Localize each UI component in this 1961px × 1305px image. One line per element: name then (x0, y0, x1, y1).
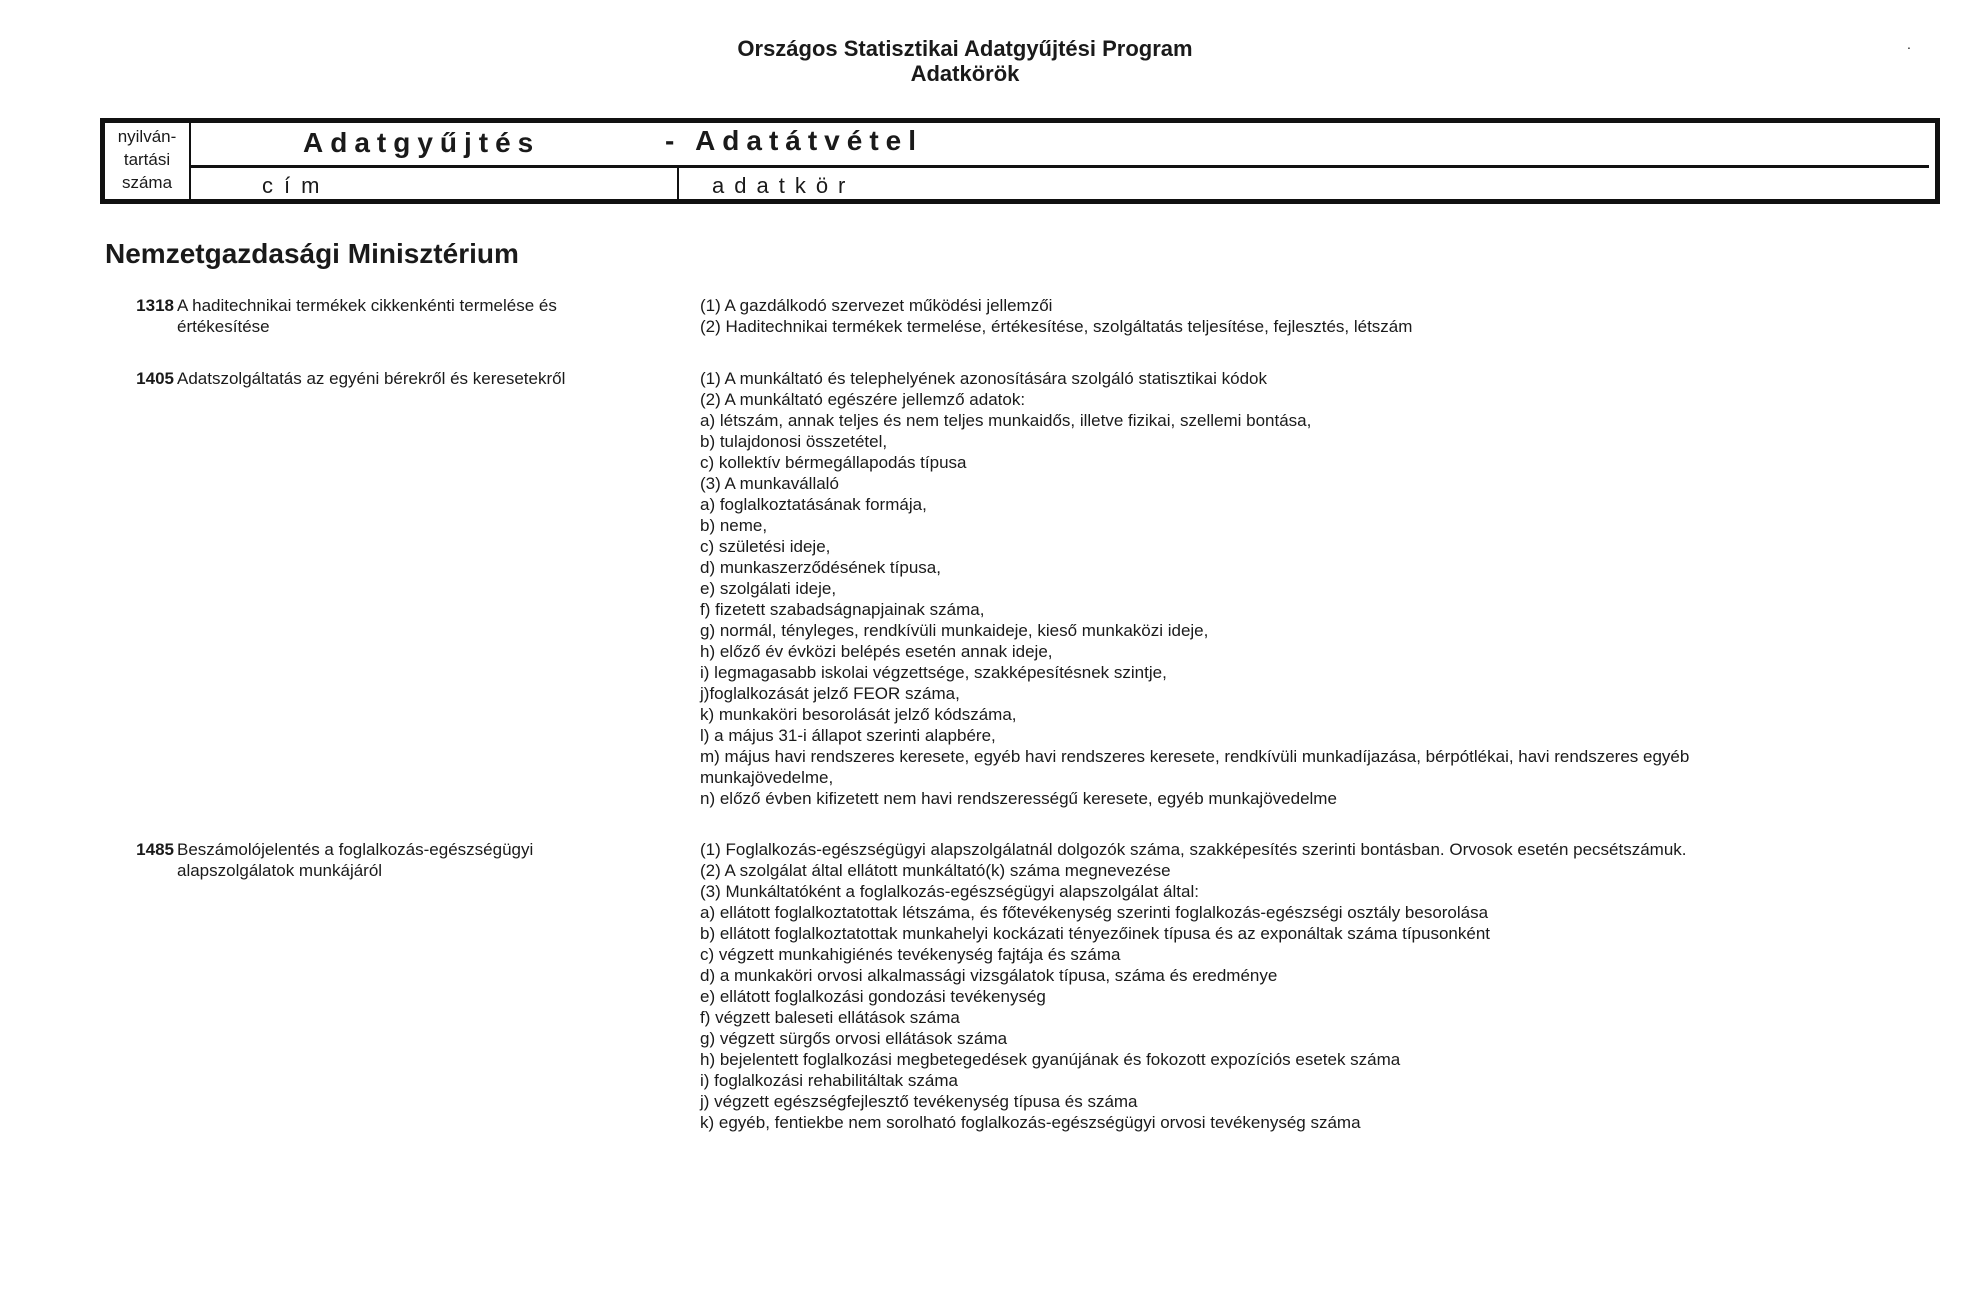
entry-data-scope (700, 839, 1820, 1133)
column-header-table (100, 118, 1940, 204)
data-scope-item: d) a munkaköri orvosi alkalmassági vizsgálatok típusa, száma és eredménye (700, 966, 1278, 985)
entry-title: Adatszolgáltatás az egyéni bérekről és keresetekről (177, 369, 566, 388)
data-scope-item: m) május havi rendszeres keresete, egyéb havi rendszeres keresete, rendkívüli munkadíjazása, bérpótlékai, havi rendszeres egyéb munkajövedelme, (700, 747, 1690, 787)
data-scope-item: h) bejelentett foglalkozási megbetegedések gyanújának és fokozott expozíciós esetek száma (700, 1050, 1401, 1069)
entry-number: 1318 (136, 296, 174, 315)
entry-number: 1485 (136, 840, 174, 859)
data-scope-item: (1) A gazdálkodó szervezet működési jellemzői (700, 296, 1053, 315)
data-transfer-header: - Adatátvétel (665, 125, 924, 156)
data-scope-item: i) legmagasabb iskolai végzettsége, szakképesítésnek szintje, (700, 663, 1167, 682)
registration-number-header-line3: száma (121, 173, 173, 192)
data-scope-item: i) foglalkozási rehabilitáltak száma (700, 1071, 958, 1090)
data-scope-item: (3) Munkáltatóként a foglalkozás-egészségügyi alapszolgálat által: (700, 882, 1199, 901)
data-scope-item: d) munkaszerződésének típusa, (700, 558, 941, 577)
data-scope-item: c) végzett munkahigiénés tevékenység fajtája és száma (700, 945, 1121, 964)
data-scope-item: a) ellátott foglalkoztatottak létszáma, és főtevékenység szerinti foglalkozás-egészségi osztály besorolása (700, 903, 1489, 922)
data-scope-item: f) fizetett szabadságnapjainak száma, (700, 600, 985, 619)
entry-data-scope (700, 368, 1820, 809)
data-scope-item: g) végzett sürgős orvosi ellátások száma (700, 1029, 1008, 1048)
data-scope-item: (1) Foglalkozás-egészségügyi alapszolgálatnál dolgozók száma, szakképesítés szerinti bontásban. Orvosok esetén pecsétszámuk. (700, 840, 1687, 859)
entry-number: 1405 (136, 369, 174, 388)
data-scope-item: b) neme, (700, 516, 768, 535)
title-column-header: cím (262, 173, 331, 198)
data-scope-item: (2) A munkáltató egészére jellemző adatok: (700, 390, 1026, 409)
registration-number-header (105, 125, 189, 194)
entry-title: A haditechnikai termékek cikkenkénti termelése és értékesítése (177, 296, 557, 336)
page-title: Országos Statisztikai Adatgyűjtési Program (737, 36, 1193, 61)
data-scope-column-header: adatkör (712, 173, 856, 198)
data-scope-item: k) egyéb, fentiekbe nem sorolható foglalkozás-egészségügyi orvosi tevékenység száma (700, 1113, 1361, 1132)
data-scope-item: l) a május 31-i állapot szerinti alapbére, (700, 726, 996, 745)
data-scope-item: (3) A munkavállaló (700, 474, 839, 493)
data-scope-item: e) ellátott foglalkozási gondozási tevékenység (700, 987, 1046, 1006)
data-scope-item: f) végzett baleseti ellátások száma (700, 1008, 960, 1027)
page-header (0, 36, 1930, 86)
data-scope-item: n) előző évben kifizetett nem havi rendszerességű keresete, egyéb munkajövedelme (700, 789, 1337, 808)
data-scope-item: j)foglalkozását jelző FEOR száma, (700, 684, 960, 703)
data-scope-item: (1) A munkáltató és telephelyének azonosítására szolgáló statisztikai kódok (700, 369, 1267, 388)
entry-title: Beszámolójelentés a foglalkozás-egészségügyi alapszolgálatok munkájáról (177, 840, 534, 880)
data-scope-item: b) ellátott foglalkoztatottak munkahelyi kockázati tényezőinek típusa és az exponáltak száma típusonként (700, 924, 1491, 943)
data-scope-item: e) szolgálati ideje, (700, 579, 837, 598)
data-collection-header: Adatgyűjtés (303, 127, 541, 158)
data-scope-item: h) előző év évközi belépés esetén annak ideje, (700, 642, 1053, 661)
corner-dot: . (1907, 36, 1911, 52)
page-subtitle: Adatkörök (910, 61, 1020, 86)
data-scope-item: k) munkaköri besorolását jelző kódszáma, (700, 705, 1017, 724)
data-scope-item: c) születési ideje, (700, 537, 831, 556)
data-scope-item: b) tulajdonosi összetétel, (700, 432, 888, 451)
data-scope-item: a) foglalkoztatásának formája, (700, 495, 927, 514)
registration-number-header-line2: tartási (123, 150, 171, 169)
data-scope-item: c) kollektív bérmegállapodás típusa (700, 453, 967, 472)
data-scope-item: (2) A szolgálat által ellátott munkáltató(k) száma megnevezése (700, 861, 1171, 880)
registration-number-header-line1: nyilván- (117, 127, 177, 146)
header-divider-left (189, 123, 191, 199)
data-scope-item: a) létszám, annak teljes és nem teljes munkaidős, illetve fizikai, szellemi bontása, (700, 411, 1312, 430)
data-scope-item: g) normál, tényleges, rendkívüli munkaideje, kieső munkaközi ideje, (700, 621, 1209, 640)
section-title: Nemzetgazdasági Minisztérium (105, 238, 519, 269)
header-divider-horizontal (189, 165, 1929, 168)
data-scope-item: (2) Haditechnikai termékek termelése, értékesítése, szolgáltatás teljesítése, fejlesztés, létszám (700, 317, 1413, 336)
entry-data-scope (700, 295, 1820, 337)
data-scope-item: j) végzett egészségfejlesztő tevékenység típusa és száma (700, 1092, 1138, 1111)
header-divider-middle (677, 167, 679, 199)
